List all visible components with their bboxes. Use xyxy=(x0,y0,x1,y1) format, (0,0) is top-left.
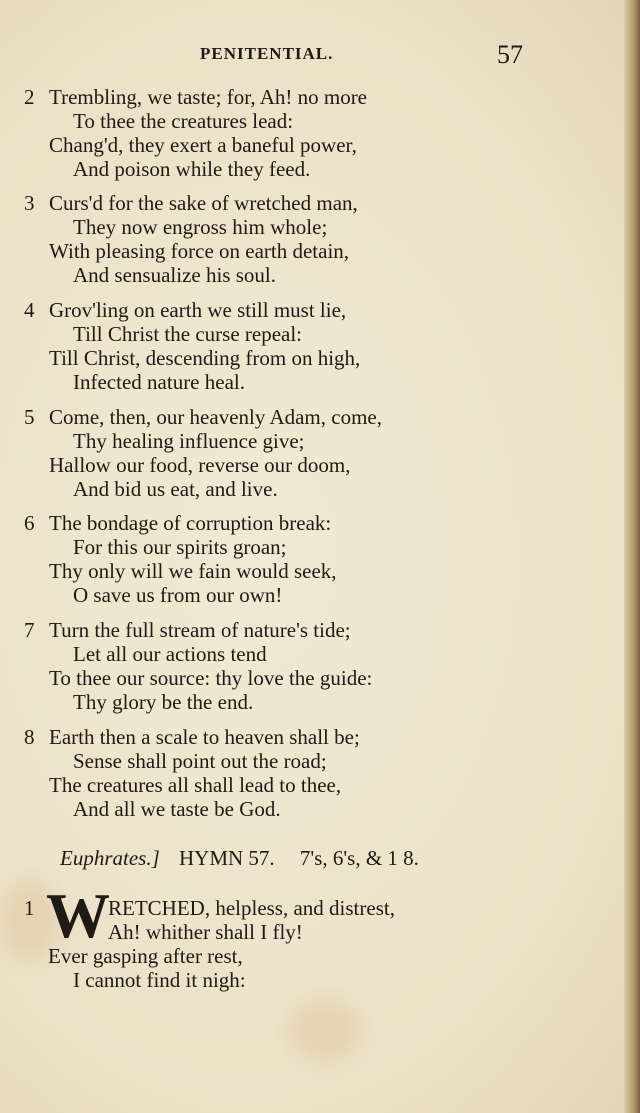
verse-line: And sensualize his soul. xyxy=(73,263,276,287)
verse-line: Infected nature heal. xyxy=(73,370,245,394)
paper-stain xyxy=(290,1000,360,1060)
verse-line: And poison while they feed. xyxy=(73,157,311,181)
verse-line: Curs'd for the sake of wretched man, xyxy=(49,191,358,215)
verse-line: The bondage of corruption break: xyxy=(49,511,332,535)
hymn-header xyxy=(60,846,419,871)
stanza-number: 4 xyxy=(24,298,35,322)
tune-name: Euphrates.] xyxy=(60,846,160,870)
verse-line: To thee our source: thy love the guide: xyxy=(49,666,373,690)
verse-line: And bid us eat, and live. xyxy=(73,477,278,501)
stanza-number: 5 xyxy=(24,405,35,429)
verse-line: Let all our actions tend xyxy=(73,642,267,666)
verse-line: And all we taste be God. xyxy=(73,797,281,821)
stanza-number: 8 xyxy=(24,725,35,749)
verse-line: They now engross him whole; xyxy=(73,215,328,239)
verse-line: For this our spirits groan; xyxy=(73,535,287,559)
verse-line: The creatures all shall lead to thee, xyxy=(49,773,342,797)
verse-line: Trembling, we taste; for, Ah! no more xyxy=(49,85,368,109)
stanza-number: 6 xyxy=(24,511,35,535)
verse-number: 1 xyxy=(24,896,35,920)
verse-line: To thee the creatures lead: xyxy=(73,109,294,133)
verse-line: Till Christ, descending from on high, xyxy=(49,346,361,370)
verse-line: Chang'd, they exert a baneful power, xyxy=(49,133,357,157)
verse-line: I cannot find it nigh: xyxy=(73,968,246,992)
hymn-meter: 7's, 6's, & 1 8. xyxy=(299,846,419,870)
hymn-title: HYMN 57. xyxy=(179,846,275,870)
verse-line: Till Christ the curse repeal: xyxy=(73,322,303,346)
verse-line: Thy only will we fain would seek, xyxy=(49,559,337,583)
verse-line: Come, then, our heavenly Adam, come, xyxy=(49,405,382,429)
verse-line: Sense shall point out the road; xyxy=(73,749,327,773)
drop-cap: W xyxy=(46,880,110,951)
verse-line: Turn the full stream of nature's tide; xyxy=(49,618,351,642)
stanza-number: 2 xyxy=(24,85,35,109)
page-number: 57 xyxy=(497,40,523,69)
stanza-number: 7 xyxy=(24,618,35,642)
verse-line: Earth then a scale to heaven shall be; xyxy=(49,725,360,749)
stanza-number: 3 xyxy=(24,191,35,215)
verse-line: Ah! whither shall I fly! xyxy=(108,920,303,944)
verse-line: Hallow our food, reverse our doom, xyxy=(49,453,351,477)
verse-line: Thy glory be the end. xyxy=(73,690,254,714)
running-head: PENITENTIAL. xyxy=(200,44,334,63)
verse-line: With pleasing force on earth detain, xyxy=(49,239,350,263)
verse-line: Ever gasping after rest, xyxy=(48,944,243,968)
verse-line: O save us from our own! xyxy=(73,583,283,607)
verse-line: Thy healing influence give; xyxy=(73,429,305,453)
page-edge xyxy=(624,0,640,1113)
verse-line: Grov'ling on earth we still must lie, xyxy=(49,298,347,322)
verse-line: RETCHED, helpless, and distrest, xyxy=(108,896,395,920)
